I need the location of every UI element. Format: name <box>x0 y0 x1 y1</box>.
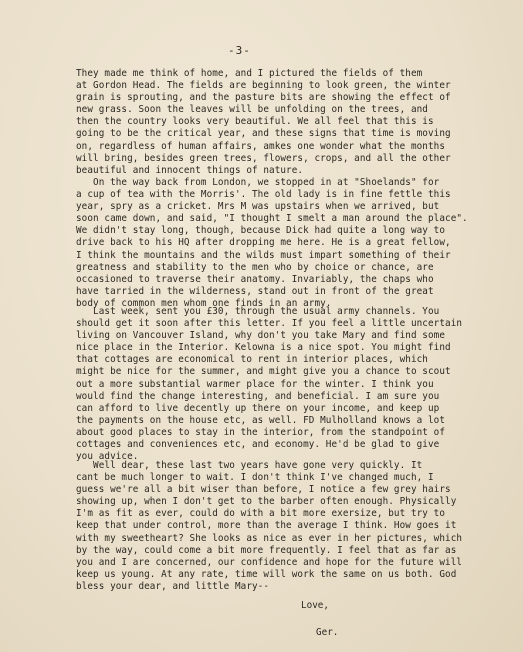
text-line: should get it soon after this letter. If you feel a little uncertain <box>76 318 463 330</box>
text-line: on, regardless of human affairs, amkes one wonder what the months <box>76 140 446 152</box>
text-line: that cottages are economical to rent in interior places, which <box>76 354 428 366</box>
text-line: beautiful and innocent things of nature. <box>76 164 304 176</box>
text-line: at Gordon Head. The fields are beginning to look green, the winter <box>76 80 451 92</box>
text-line: showing up, when I don't get to the barber often enough. Physically <box>76 496 457 508</box>
text-line: will bring, besides green trees, flowers, crops, and all the other <box>76 152 451 164</box>
text-line: greatness and stability to the men who by choice or chance, are <box>76 261 434 273</box>
text-line: Well dear, these last two years have gone very quickly. It <box>76 460 423 471</box>
paragraph-1 <box>76 68 516 177</box>
text-line: you and I are concerned, our confidence and hope for the future will <box>76 556 463 568</box>
text-line: grain is sprouting, and the pasture bits are showing the effect of <box>76 92 451 104</box>
text-line: going to be the critical year, and these signs that time is moving <box>76 128 451 140</box>
text-line: a cup of tea with the Morris'. The old lady is in fine fettle this <box>76 189 451 201</box>
text-line: keep that under control, more than the average I think. How goes it <box>76 520 457 532</box>
signature: Ger. <box>316 627 339 638</box>
text-line: by the way, could come a bit more frequently. I feel that as far as <box>76 544 457 556</box>
text-line: They made me think of home, and I pictured the fields of them <box>76 68 423 79</box>
text-line: keep us young. At any rate, time will work the same on us both. God <box>76 568 457 580</box>
text-line: year, spry as a cricket. Mrs M was upstairs when we arrived, but <box>76 201 440 213</box>
text-line: Last week, sent you £30, through the usual army channels. You <box>76 306 440 317</box>
text-line: cant be much longer to wait. I don't think I've changed much, I <box>76 472 434 484</box>
text-line: might be nice for the summer, and might give you a chance to scout <box>76 366 451 378</box>
page-number: -3- <box>228 44 251 57</box>
text-line: drive back to his HQ after dropping me here. He is a great fellow, <box>76 237 451 249</box>
text-line: living on Vancouver Island, why don't you take Mary and find some <box>76 330 446 342</box>
text-line: cottages and conveniences etc, and economy. He'd be glad to give <box>76 439 440 451</box>
text-line: about good places to stay in the interior, from the standpoint of <box>76 426 446 438</box>
paragraph-4 <box>76 460 516 593</box>
text-line: On the way back from London, we stopped in at "Shoelands" for <box>76 177 440 188</box>
text-line: you advice. <box>76 451 139 463</box>
text-line: then the country looks very beautiful. We all feel that this is <box>76 116 434 128</box>
text-line: would find the change interesting, and beneficial. I am sure you <box>76 390 440 402</box>
paragraph-3 <box>76 306 516 463</box>
paragraph-2 <box>76 177 516 310</box>
text-line: out a more substantial warmer place for the winter. I think you <box>76 378 434 390</box>
text-line: can afford to live decently up there on your income, and keep up <box>76 402 440 414</box>
text-line: I'm as fit as ever, could do with a bit more exersize, but try to <box>76 508 446 520</box>
closing-salutation: Love, <box>301 600 329 611</box>
text-line: new grass. Soon the leaves will be unfolding on the trees, and <box>76 104 428 116</box>
text-line: bless your dear, and little Mary-- <box>76 580 270 592</box>
text-line: body of common men whom one finds in an army. <box>76 297 332 309</box>
text-line: the payments on the house etc, as well. FD Mulholland knows a lot <box>76 414 446 426</box>
text-line: occasioned to traverse their anatomy. Invariably, the chaps who <box>76 273 434 285</box>
text-line: I think the mountains and the wilds must impart something of their <box>76 249 451 261</box>
text-line: nice place in the Interior. Kelowna is a nice spot. You might find <box>76 342 451 354</box>
text-line: soon came down, and said, "I thought I smelt a man around the place". <box>76 213 468 225</box>
text-line: with my sweetheart? She looks as nice as ever in her pictures, which <box>76 532 463 544</box>
text-line: have tarried in the wilderness, stand out in front of the great <box>76 285 434 297</box>
text-line: We didn't stay long, though, because Dick had quite a long way to <box>76 225 446 237</box>
text-line: guess we're all a bit wiser than before, I notice a few grey hairs <box>76 484 451 496</box>
